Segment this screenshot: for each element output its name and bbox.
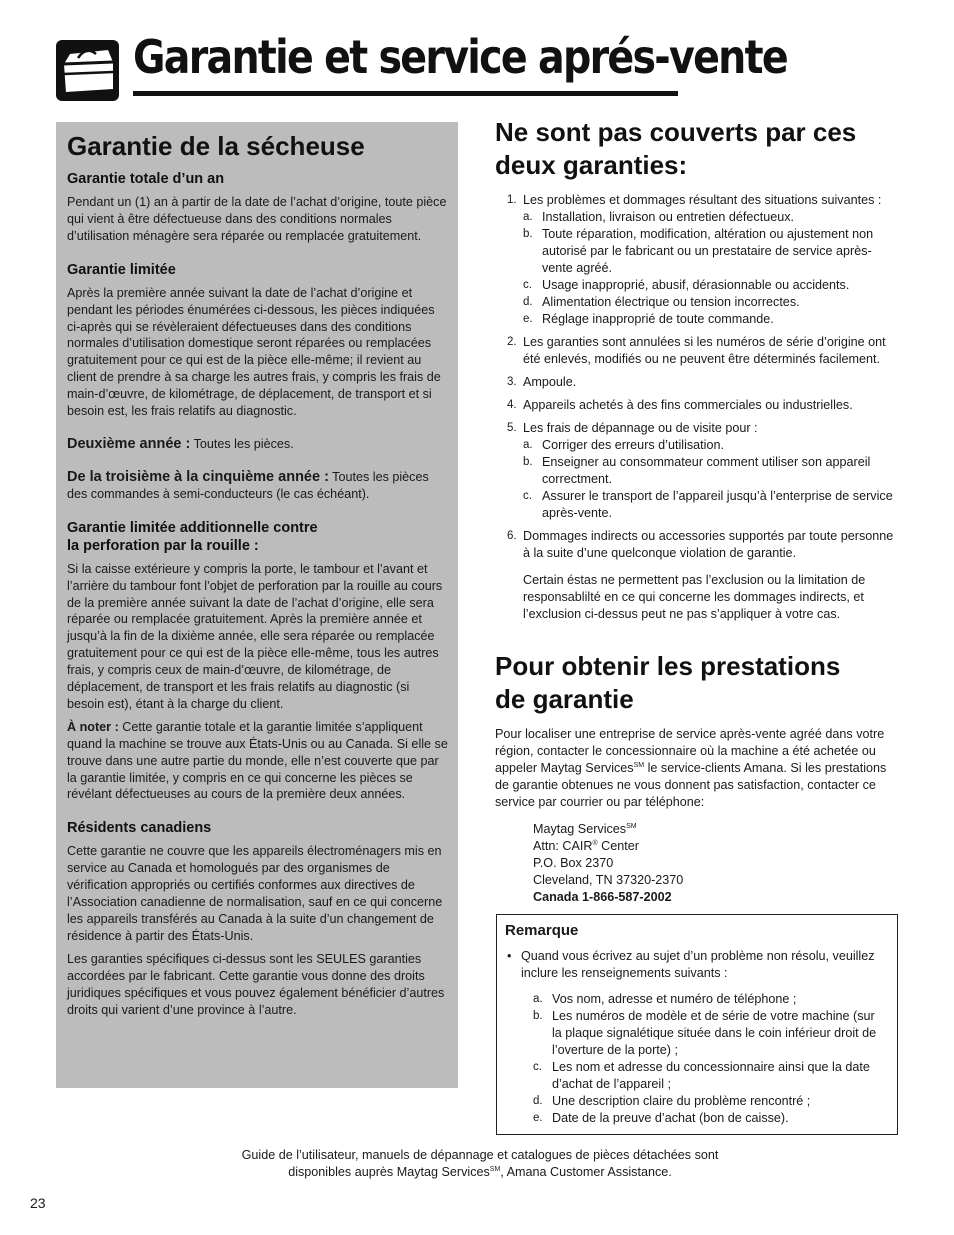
list-item-text: Ampoule. [523,375,577,389]
obtain-text-a: Pour localiser une entreprise de service après-vente agréé dans votre région, contacter le concessionnaire où la machine a été achetée ou appeler Maytag Services [495,727,885,775]
third-to-fifth-label: De la troisième à la cinquième année : [67,468,329,485]
list-item-text: Dommages indirects ou accessories supportés par toute personne à la suite d’une quelconque violation de garantie. [523,529,894,560]
not-covered-title-line2: deux garanties: [495,150,688,180]
rust-warranty-heading [67,519,448,555]
limited-warranty-text: Après la première année suivant la date de l’achat d’origine et pendant les périodes énumérées ci-dessous, les pièces indiquées ci-après qui se révèleraient défectueuses dans des conditions normales d’utilisation domestique seront réparées ou remplacées gratuitement pour ce qui est de la pièce elle-même; il revient au client de prendre à sa charge les autres frais, y compris les frais de main-d’œuvre, de kilométrage, de déplacement, de transport et si besoin est, les frais relatifs au diagnostic. [67,285,441,419]
footer-line-2 [160,1164,800,1181]
sub-letter: c. [523,279,532,291]
list-item [495,420,900,522]
sub-text: Corriger des erreurs d’utilisation. [542,438,724,452]
page-number: 23 [30,1195,46,1211]
full-warranty-heading: Garantie totale d’un an [67,171,225,187]
sub-letter: c. [523,490,532,502]
obtain-title [495,650,895,716]
obtain-text-b: le service-clients Amana. Si les prestations de garantie obtenues ne vous donnent pas satisfaction, contacter ce service par courrier ou par téléphone: [495,760,887,809]
remark-list-item [533,1093,883,1110]
title-rule [133,91,678,96]
list-item-text: Les problèmes et dommages résultant des situations suivantes : [523,193,882,207]
sub-letter: e. [523,313,533,325]
list-item-number: 6. [507,530,517,542]
address-company: Maytag Services [533,821,627,836]
address-line-2 [533,838,895,855]
sub-list-item [523,437,900,454]
rust-heading-line1: Garantie limitée additionnelle contre [67,519,318,536]
registered-mark: ® [592,839,598,847]
list-item-number: 3. [507,376,517,388]
sub-letter: b. [523,456,533,468]
remark-letter: c. [533,1061,542,1073]
not-covered-title [495,116,900,182]
rust-note [67,719,448,804]
not-covered-section [495,116,900,623]
sub-list-item [523,209,900,226]
limited-warranty-heading: Garantie limitée [67,261,176,278]
remark-list-item [533,991,883,1008]
sub-list [523,209,900,328]
remark-list-item [533,1059,883,1093]
remark-list-item [533,1008,883,1059]
warranty-panel [56,122,458,1088]
sub-list-item [523,226,900,277]
exclusion-note: Certain éstas ne permettent pas l’exclusion ou la limitation de responsablilté en ce qui concerne les dommages indirects, et l’exclusion ci-dessus peut ne pas s’appliquer à votre cas. [523,573,866,621]
list-item [495,397,900,414]
bullet-icon: • [507,949,512,963]
sub-list [523,437,900,522]
sub-text: Installation, livraison ou entretien défectueux. [542,210,795,224]
remark-letter: a. [533,993,543,1005]
sub-list-item [523,294,900,311]
sub-text: Usage inapproprié, abusif, dérasionnable ou accidents. [542,278,850,292]
remark-title: Remarque [505,922,579,939]
list-item-text: Les frais de dépannage ou de visite pour : [523,421,758,435]
mailing-address [533,821,895,906]
address-attn: Attn: CAIR [533,838,593,853]
sub-list-item [523,277,900,294]
sub-letter: a. [523,211,533,223]
sub-text: Réglage inapproprié de toute commande. [542,312,774,326]
third-to-fifth-text: Toutes les pièces des commandes à semi-conducteurs (le cas échéant). [67,469,429,501]
rust-note-label: À noter : [67,719,119,734]
full-warranty-text: Pendant un (1) an à partir de la date de l’achat d’origine, toute pièce qui vient à être défectueuse dans des conditions normales d’utilisation ménagère sera réparée ou remplacée gratuitement. [67,195,447,243]
remark-letter: e. [533,1112,543,1124]
address-attn-end: Center [597,838,639,853]
sub-letter: a. [523,439,533,451]
sub-list-item [523,488,900,522]
address-line-1 [533,821,895,838]
remark-text: Vos nom, adresse et numéro de téléphone ; [552,992,797,1006]
list-item [495,528,900,562]
obtain-title-line1: Pour obtenir les prestations [495,651,841,681]
canadian-heading: Résidents canadiens [67,820,212,837]
sub-list-item [523,311,900,328]
not-covered-list [495,192,900,562]
remark-text: Une description claire du problème rencontré ; [552,1094,811,1108]
list-item-text: Les garanties sont annulées si les numéros de série d’origine ont été enlevés, modifiés ou ne peuvent être déterminés facilement. [523,335,886,366]
footer-note [160,1147,800,1181]
list-item-number: 4. [507,399,517,411]
remark-text: Les nom et adresse du concessionnaire ainsi que la date d’achat de l’appareil ; [552,1060,870,1091]
list-item [495,374,900,391]
list-item-number: 5. [507,422,517,434]
address-line-3: P.O. Box 2370 [533,855,614,870]
remark-list-item [533,1110,883,1127]
obtain-service-section [495,650,895,906]
footer-line-1: Guide de l’utilisateur, manuels de dépannage et catalogues de pièces détachées sont [241,1148,719,1162]
sub-text: Assurer le transport de l’appareil jusqu’à l’enterprise de service après-vente. [542,489,893,520]
sub-text: Alimentation électrique ou tension incorrectes. [542,295,800,309]
service-mark: SM [489,1165,501,1173]
sub-letter: b. [523,228,533,240]
sub-text: Toute réparation, modification, altération ou ajustement non autorisé par le fabricant ou un prestataire de service après-vente agréé. [542,227,874,275]
footer-line-2a: disponibles auprès Maytag Services [288,1165,490,1179]
sub-letter: d. [523,296,533,308]
remark-bullet [505,948,883,982]
toolbox-icon [56,40,119,101]
panel-title: Garantie de la sécheuse [67,131,365,161]
rust-warranty-text: Si la caisse extérieure y compris la porte, le tambour et l’avant et l’arrière du tambour font l’objet de perforation par la rouille au cours de la première année suivant la date de l’achat d’origine, elle sera réparée ou remplacée gratuitement. Après la première année et jusqu’à la fin de la dixième année, elle sera réparée ou remplacée gratuitement pour ce qui est de la pièce elle-même, tous les autres frais, y compris ceux de main-d’œuvre, de kilométrage, de déplacement, de transport et les frais relatifs au diagnostic (si besoin est), étant à la charge du client. [67,561,443,711]
second-year-label: Deuxième année : [67,435,191,452]
sub-text: Enseigner au consommateur comment utiliser son appareil correctment. [542,455,871,486]
remark-list [505,991,883,1127]
remark-text: Date de la preuve d’achat (bon de caisse). [552,1111,789,1125]
remark-letter: b. [533,1010,543,1022]
list-item-text: Appareils achetés à des fins commerciales ou industrielles. [523,398,853,412]
canadian-text-2: Les garanties spécifiques ci-dessus sont les SEULES garanties accordées par le fabricant. Cette garantie vous donne des droits juridiques spécifiques et vous pouvez également bénéficier d’autres droits qui varient d’une province à l’autre. [67,951,445,1017]
service-mark: SM [633,761,645,769]
second-year [67,436,448,453]
canada-phone: Canada 1-866-587-2002 [533,889,672,904]
remark-letter: d. [533,1095,543,1107]
list-item [495,334,900,368]
canadian-text-1: Cette garantie ne couvre que les appareils électroménagers mis en service au Canada et homologués par des organismes de vérification appropriés ou certifiés conformes aux directives de l’Association canadienne de normalisation, sauf en ce qui concerne les appareils transférés au Canada à la suite d’un changement de résidence à partir des États-Unis. [67,844,443,943]
list-item [495,192,900,328]
address-line-4: Cleveland, TN 37320-2370 [533,872,684,887]
remark-bullet-text: Quand vous écrivez au sujet d’un problème non résolu, veuillez inclure les renseignements suivants : [521,949,875,980]
remark-box [496,914,898,1135]
not-covered-title-line1: Ne sont pas couverts par ces [495,117,857,147]
rust-heading-line2: la perforation par la rouille : [67,537,259,554]
sub-list-item [523,454,900,488]
list-item-number: 2. [507,336,517,348]
remark-text: Les numéros de modèle et de série de votre machine (sur la plaque signalétique située dans le coin inférieur droit de l’overture de la porte) ; [552,1009,877,1057]
list-item-number: 1. [507,194,517,206]
page-title: Garantie et service aprés-vente [133,30,787,84]
second-year-text: Toutes les pièces. [190,436,294,451]
service-mark: SM [626,822,637,830]
obtain-text [495,726,895,811]
footer-line-2b: , Amana Customer Assistance. [500,1165,672,1179]
obtain-title-line2: de garantie [495,684,634,714]
third-to-fifth-year [67,469,448,503]
rust-note-text: Cette garantie totale et la garantie limitée s’appliquent quand la machine se trouve aux États-Unis ou au Canada. Si elle se trouve dans une autre partie du monde, elle n’est couverte que par la garantie limitée, y compris en ce qui concerne les pièces se révélant défectueuses au cours de la première deux années. [67,719,448,802]
